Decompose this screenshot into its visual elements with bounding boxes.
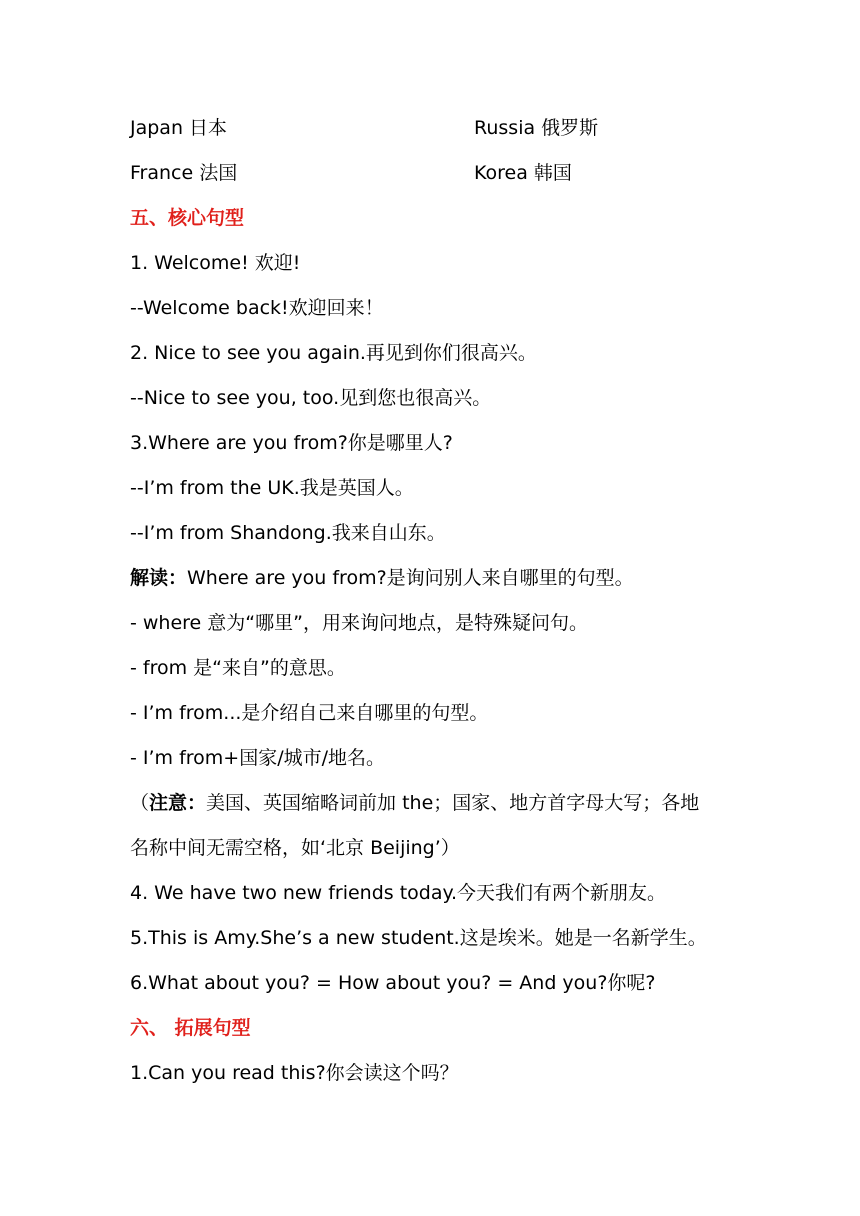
explanation-point: - I’m from+国家/城市/地名。: [130, 747, 386, 769]
section-6-heading: 六、 拓展句型: [130, 1017, 251, 1039]
sentence-line: 1.Can you read this?你会读这个吗？: [130, 1062, 459, 1084]
sentence-line: --Nice to see you, too.见到您也很高兴。: [130, 387, 492, 409]
sentence-line: 3.Where are you from?你是哪里人?: [130, 432, 453, 454]
sentence-line: --I’m from Shandong.我来自山东。: [130, 522, 446, 544]
explanation-point: - I’m from...是介绍自己来自哪里的句型。: [130, 702, 489, 724]
note-line-2: 名称中间无需空格，如‘北京 Beijing’）: [130, 837, 460, 859]
sentence-line: 5.This is Amy.She’s a new student.这是埃米。她是一名新学生。: [130, 927, 707, 949]
country-korea: Korea 韩国: [474, 162, 572, 184]
note-label: 注意：: [149, 792, 207, 814]
sentence-line: 4. We have two new friends today.今天我们有两个新朋友。: [130, 882, 667, 904]
country-russia: Russia 俄罗斯: [474, 117, 599, 139]
country-france: France 法国: [130, 162, 238, 184]
section-5-heading: 五、核心句型: [130, 207, 245, 229]
country-japan: Japan 日本: [130, 117, 228, 139]
explanation-label: 解读：: [130, 567, 188, 589]
explanation-text: Where are you from?是询问别人来自哪里的句型。: [187, 567, 634, 589]
explanation-point: - where 意为“哪里”，用来询问地点，是特殊疑问句。: [130, 612, 588, 634]
sentence-line: --Welcome back!欢迎回来！: [130, 297, 384, 319]
explanation-point: - from 是“来自”的意思。: [130, 657, 346, 679]
explanation-line: [130, 566, 634, 590]
sentence-line: 6.What about you? = How about you? = And you?你呢?: [130, 972, 656, 994]
note-line-1: [130, 791, 699, 815]
sentence-line: --I’m from the UK.我是英国人。: [130, 477, 414, 499]
sentence-line: 1. Welcome! 欢迎!: [130, 252, 301, 274]
sentence-line: 2. Nice to see you again.再见到你们很高兴。: [130, 342, 537, 364]
note-text: 美国、英国缩略词前加 the；国家、地方首字母大写；各地: [206, 792, 700, 814]
note-open-paren: （: [130, 792, 150, 814]
